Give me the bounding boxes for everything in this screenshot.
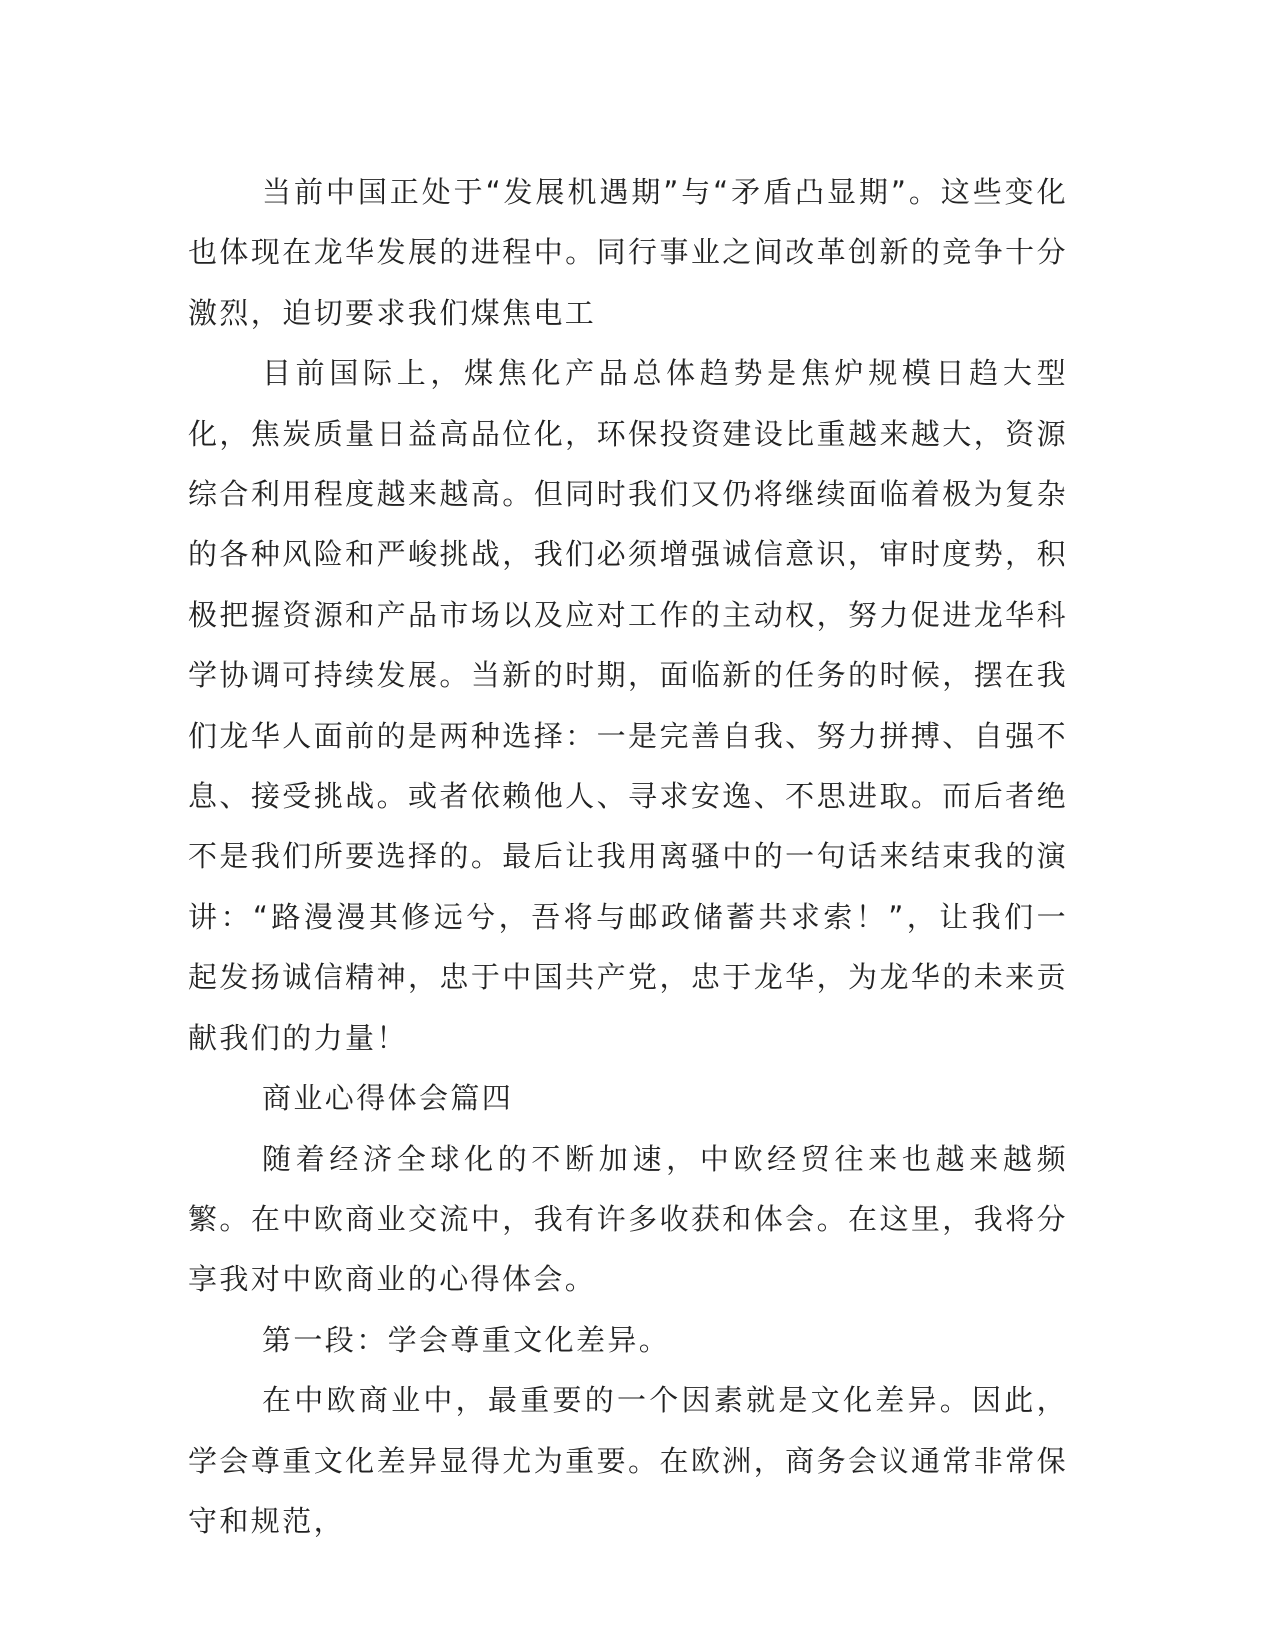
paragraph-speech: 目前国际上，煤焦化产品总体趋势是焦炉规模日趋大型化，焦炭质量日益高品位化，环保投资建设比重越来越大，资源综合利用程度越来越高。但同时我们又仍将继续面临着极为复杂的各种风险和严峻挑战，我们必须增强诚信意识，审时度势，积极把握资源和产品市场以及应对工作的主动权，努力促进龙华科学协调可持续发展。当新的时期，面临新的任务的时候，摆在我们龙华人面前的是两种选择：一是完善自我、努力拼搏、自强不息、接受挑战。或者依赖他人、寻求安逸、不思进取。而后者绝不是我们所要选择的。最后让我用离骚中的一句话来结束我的演讲：“路漫漫其修远兮，吾将与邮政储蓄共求索！”，让我们一起发扬诚信精神，忠于中国共产党，忠于龙华，为龙华的未来贡献我们的力量！: [188, 356, 1068, 1055]
document-body: [188, 162, 1068, 1551]
section-heading: 商业心得体会篇四: [262, 1081, 514, 1116]
paragraph-culture: 在中欧商业中，最重要的一个因素就是文化差异。因此，学会尊重文化差异显得尤为重要。在欧洲，商务会议通常非常保守和规范，: [188, 1383, 1068, 1538]
paragraph-intro: 当前中国正处于“发展机遇期”与“矛盾凸显期”。这些变化也体现在龙华发展的进程中。同行事业之间改革创新的竞争十分激烈，迫切要求我们煤焦电工: [188, 175, 1068, 330]
paragraph-opening: 随着经济全球化的不断加速，中欧经贸往来也越来越频繁。在中欧商业交流中，我有许多收获和体会。在这里，我将分享我对中欧商业的心得体会。: [188, 1141, 1068, 1297]
subsection-heading: 第一段：学会尊重文化差异。: [262, 1322, 671, 1357]
